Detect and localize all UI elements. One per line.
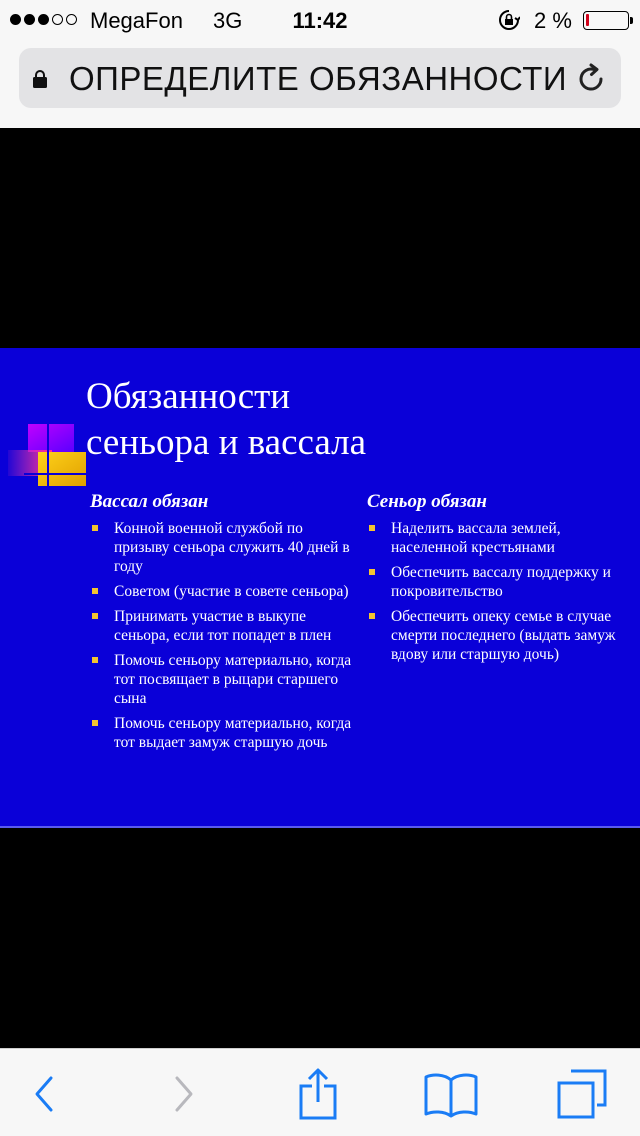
- battery-percentage: 2 %: [534, 8, 572, 33]
- browser-toolbar: [0, 1048, 640, 1136]
- list-item: Помочь сеньору материально, когда тот выдает замуж старшую дочь: [90, 714, 355, 752]
- lock-icon: [33, 70, 47, 88]
- slide-title-line-1: Обязанности: [86, 376, 291, 417]
- list-item: Наделить вассала землей, населенной крестьянами: [367, 519, 635, 557]
- forward-icon: [174, 1076, 194, 1112]
- rotation-lock-icon: [498, 9, 520, 31]
- list-item: Обеспечить опеку семье в случае смерти последнего (выдать замуж вдову или старшую дочь): [367, 607, 635, 664]
- list-item: Принимать участие в выкупе сеньора, если тот попадет в плен: [90, 607, 355, 645]
- seignior-duties-column: [367, 491, 635, 670]
- back-button[interactable]: [16, 1069, 72, 1119]
- share-button[interactable]: [290, 1069, 346, 1119]
- list-item: Обеспечить вассалу поддержку и покровительство: [367, 563, 635, 601]
- decorative-squares-icon: [0, 348, 90, 498]
- share-icon: [298, 1068, 338, 1120]
- slide-title: [86, 374, 606, 466]
- tabs-icon: [557, 1069, 607, 1119]
- status-bar: [0, 0, 640, 40]
- carrier-name: MegaFon: [90, 8, 183, 33]
- tabs-button[interactable]: [554, 1069, 610, 1119]
- vassal-duties-list: [90, 519, 355, 752]
- battery-icon: [583, 11, 629, 30]
- bookmarks-icon: [424, 1072, 478, 1116]
- bookmarks-button[interactable]: [423, 1069, 479, 1119]
- clock: 11:42: [292, 8, 348, 33]
- browser-header: [0, 40, 640, 128]
- page-title[interactable]: ОПРЕДЕЛИТЕ ОБЯЗАННОСТИ: [69, 60, 568, 97]
- seignior-heading: Сеньор обязан: [367, 491, 487, 512]
- back-icon: [34, 1076, 54, 1112]
- reload-icon[interactable]: [575, 62, 607, 94]
- forward-button[interactable]: [156, 1069, 212, 1119]
- list-item: Советом (участие в совете сеньора): [90, 582, 355, 601]
- vassal-duties-column: [90, 491, 355, 758]
- page-content: [0, 128, 640, 1048]
- list-item: Помочь сеньору материально, когда тот посвящает в рыцари старшего сына: [90, 651, 355, 708]
- slide-title-line-2: сеньора и вассала: [86, 422, 367, 463]
- list-item: Конной военной службой по призыву сеньора служить 40 дней в году: [90, 519, 355, 576]
- presentation-slide: [0, 348, 640, 828]
- vassal-heading: Вассал обязан: [90, 491, 209, 512]
- seignior-duties-list: [367, 519, 635, 664]
- network-type: 3G: [213, 8, 243, 33]
- address-bar[interactable]: [19, 48, 621, 108]
